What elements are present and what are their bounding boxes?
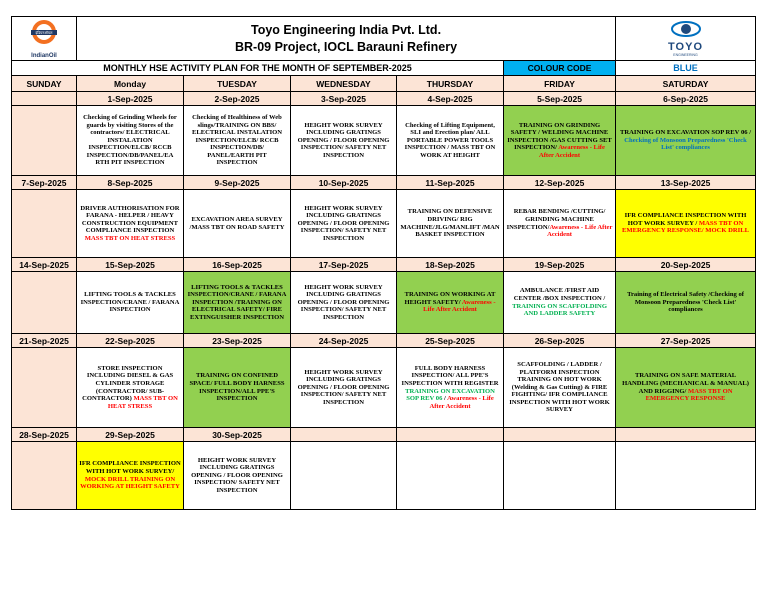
date-cell: 19-Sep-2025 [504,258,616,272]
indianoil-emblem-icon [27,19,61,53]
activity-text: Awareness - Life After Accident [547,223,613,239]
activity-text: IFR COMPLIANCE INSPECTION WITH HOT WORK SURVEY/ [79,460,181,475]
activity-text: HEIGHT WORK SURVEY INCLUDING GRATINGS OPENING / FLOOR OPENING INSPECTION/ SAFETY NET INSPECTION [297,368,390,406]
activity-text: Checking of Lifting Equipment, SLI and Erection plan/ ALL PORTABLE POWER TOOLS INSPECTION / MASS TBT ON WORK AT HEIGHT [404,121,496,159]
activity-text: MASS TBT ON HEAT STRESS [84,234,176,242]
weekday-header: SUNDAY [12,76,77,92]
date-cell: 29-Sep-2025 [77,428,184,442]
weekday-header-row [12,76,756,92]
activity-text: LIFTING TOOLS & TACKLES INSPECTION/CRANE / FARANA INSPECTION /TRAINING ON ELECTRICAL SAFETY/ FIRE EXTINGUISHER INSPECTION [187,283,287,321]
activity-cell [184,348,291,428]
toyo-logo-text: TOYO [668,41,704,53]
activity-cell [77,442,184,510]
date-cell: 26-Sep-2025 [504,334,616,348]
activity-cell [184,190,291,258]
activity-text: HEIGHT WORK SURVEY INCLUDING GRATINGS OPENING / FLOOR OPENING INSPECTION/ SAFETY NET INSPECTION [297,204,390,242]
weekday-header: Monday [77,76,184,92]
activity-text: MASS TBT ON EMERGENCY RESPONSE/ MOCK DRILL [621,219,750,235]
date-cell [291,428,397,442]
date-cell [504,428,616,442]
activity-text: Checking of Healthiness of Web slings/TRAINING ON BBS/ ELECTRICAL INSTALATION INSPECTION/ELCB/ RCCB INSPECTION/DB/ PANEL/EARTH PIT INSPECTION [191,113,283,167]
activity-row [12,348,756,428]
colour-code-label: COLOUR CODE [504,61,616,76]
date-cell: 8-Sep-2025 [77,176,184,190]
activity-cell [616,272,756,334]
activity-text: MASS TBT ON EMERGENCY RESPONSE [645,387,733,403]
activity-cell [504,348,616,428]
weekday-header: TUESDAY [184,76,291,92]
activity-cell [504,106,616,176]
activity-cell [397,190,504,258]
date-cell: 27-Sep-2025 [616,334,756,348]
date-cell: 28-Sep-2025 [12,428,77,442]
date-row [12,428,756,442]
activity-cell [291,106,397,176]
date-cell: 24-Sep-2025 [291,334,397,348]
date-cell: 15-Sep-2025 [77,258,184,272]
activity-text: TRAINING ON GRINDING SAFETY / WELDING MACHINE INSPECTION /GAS CUTTING SET INSPECTION/ [507,121,612,152]
date-row [12,92,756,106]
date-cell: 9-Sep-2025 [184,176,291,190]
date-cell: 5-Sep-2025 [504,92,616,106]
activity-cell [12,348,77,428]
date-cell: 23-Sep-2025 [184,334,291,348]
date-cell [616,428,756,442]
date-cell: 30-Sep-2025 [184,428,291,442]
activity-cell [504,272,616,334]
activity-text: HEIGHT WORK SURVEY INCLUDING GRATINGS OPENING / FLOOR OPENING INSPECTION/ SAFETY NET INSPECTION [297,121,390,159]
activity-cell [291,190,397,258]
activity-text: REBAR BENDING /CUTTING/ GRINDING MACHINE INSPECTION/ [506,208,606,231]
activity-cell [77,106,184,176]
activity-text: EXCAVATION AREA SURVEY /MASS TBT ON ROAD SAFETY [189,215,285,231]
activity-cell [397,106,504,176]
activity-cell [291,442,397,510]
activity-text: TRAINING ON CONFINED SPACE/ FULL BODY HARNESS INSPECTION/ALL PPE'S INSPECTION [189,372,285,403]
activity-cell [12,106,77,176]
date-row [12,258,756,272]
date-cell: 10-Sep-2025 [291,176,397,190]
activity-text: TRAINING ON DEFENSIVE DRIVING/ RIG MACHINE/JLG/MANLIFT /MAN BASKET INSPECTION [400,208,500,239]
activity-text: DRIVER AUTHORISATION FOR FARANA - HELPER / HEAVY CONSTRUCTION EQUIPMENT COMPLIANCE INSPECTION [80,204,180,235]
activity-text: HEIGHT WORK SURVEY INCLUDING GRATINGS OPENING / FLOOR OPENING INSPECTION/ SAFETY NET INSPECTION [297,283,390,321]
activity-text: TRAINING ON EXCAVATION SOP REV 06 / [620,129,752,137]
date-cell [12,92,77,106]
date-row [12,176,756,190]
activity-text: Checking of Monsoon Preparedness 'Check List' compliances [624,136,747,152]
plan-title: MONTHLY HSE ACTIVITY PLAN FOR THE MONTH OF SEPTEMBER-2025 [12,61,504,76]
activity-text: TRAINING ON SCAFFOLDING AND LADDER SAFETY [512,302,607,318]
date-cell: 11-Sep-2025 [397,176,504,190]
activity-cell [184,442,291,510]
date-cell: 1-Sep-2025 [77,92,184,106]
activity-text: Awareness - Life After Accident [538,144,605,159]
colour-code-value: BLUE [616,61,756,76]
project-name: BR-09 Project, IOCL Barauni Refinery [234,39,458,54]
weekday-header: SATURDAY [616,76,756,92]
activity-cell [504,442,616,510]
date-cell: 13-Sep-2025 [616,176,756,190]
activity-text: LIFTING TOOLS & TACKLES INSPECTION/CRANE / FARANA INSPECTION [80,291,180,314]
activity-cell [77,190,184,258]
activity-cell [77,272,184,334]
activity-cell [616,442,756,510]
company-name: Toyo Engineering India Pvt. Ltd. [250,22,442,37]
hse-plan-sheet [11,16,755,510]
activity-text: TRAINING ON WORKING AT HEIGHT SAFETY/ [404,291,496,306]
activity-text: SCAFFOLDING / LADDER / PLATFORM INSPECTION TRAINING ON HOT WORK (Welding & Gas Cutting) & FIRE FIGHTING/ IFR COMPLIANCE INSPECTION WITH HOT WORK SURVEY [509,360,610,414]
activity-cell [616,348,756,428]
date-cell: 22-Sep-2025 [77,334,184,348]
toyo-logo [616,17,756,61]
toyo-swoosh-icon [669,19,703,37]
activity-text: AMBULANCE /FIRST AID CENTER /BOX INSPECTION / [513,287,606,302]
activity-text: / [442,395,448,403]
activity-text: Training of Electrical Safety /Checking of Monsoon Preparedness 'Check List' compliances [627,291,744,314]
activity-row [12,106,756,176]
date-cell: 17-Sep-2025 [291,258,397,272]
activity-cell [616,190,756,258]
date-cell: 18-Sep-2025 [397,258,504,272]
activity-text: MOCK DRILL TRAINING ON WORKING AT HEIGHT SAFETY [80,475,180,491]
activity-cell [616,106,756,176]
activity-row [12,442,756,510]
activity-text: TRAINING ON SAFE MATERIAL HANDLING (MECHANICAL & MANUAL) AND RIGGING/ [622,372,749,395]
indianoil-logo [12,17,77,61]
date-cell: 20-Sep-2025 [616,258,756,272]
activity-text: STORE INSPECTION INCLUDING DIESEL & GAS CYLINDER STORAGE (CONTRACTOR/ SUB-CONTRACTOR) [82,364,174,403]
weekday-header: THURSDAY [397,76,504,92]
activity-cell [77,348,184,428]
activity-cell [12,442,77,510]
date-cell: 7-Sep-2025 [12,176,77,190]
date-cell: 14-Sep-2025 [12,258,77,272]
activity-text: MASS TBT ON HEAT STRESS [107,395,178,410]
activity-cell [184,106,291,176]
title-block [77,17,616,61]
toyo-logo-subtext: ENGINEERING [673,53,698,57]
activity-text: FULL BODY HARNESS INSPECTION/ ALL PPE'S INSPECTION WITH REGISTER [401,364,499,387]
date-cell: 21-Sep-2025 [12,334,77,348]
activity-text: Awareness - Life After Accident [429,395,494,410]
activity-cell [291,272,397,334]
activity-text: Awareness - Life After Accident [423,298,496,314]
svg-text:इंडियनऑयल: इंडियनऑयल [35,31,53,35]
activity-cell [12,190,77,258]
activity-cell [504,190,616,258]
activity-row [12,272,756,334]
date-cell: 6-Sep-2025 [616,92,756,106]
activity-text: TRAINING ON EXCAVATION SOP REV 06 [405,387,495,403]
activity-cell [12,272,77,334]
activity-row [12,190,756,258]
activity-text: Checking of Grinding Wheels for guards by visiting Stores of the contractors/ ELECTRICAL INSTALATION INSPECTION/ELCB/ RCCB INSPECTION/DB/PANEL/EA RTH PIT INSPECTION [83,113,177,167]
activity-cell [397,348,504,428]
date-cell: 12-Sep-2025 [504,176,616,190]
date-cell [397,428,504,442]
date-cell: 4-Sep-2025 [397,92,504,106]
activity-cell [397,272,504,334]
weekday-header: FRIDAY [504,76,616,92]
date-cell: 16-Sep-2025 [184,258,291,272]
activity-cell [397,442,504,510]
date-cell: 2-Sep-2025 [184,92,291,106]
activity-text: IFR COMPLIANCE INSPECTION WITH HOT WORK SURVEY / [624,212,747,227]
date-row [12,334,756,348]
activity-text: HEIGHT WORK SURVEY INCLUDING GRATINGS OPENING / FLOOR OPENING INSPECTION/ SAFETY NET INSPECTION [191,456,283,494]
date-cell: 25-Sep-2025 [397,334,504,348]
weekday-header: WEDNESDAY [291,76,397,92]
indianoil-logo-text: IndianOil [31,53,57,59]
activity-cell [184,272,291,334]
date-cell: 3-Sep-2025 [291,92,397,106]
activity-cell [291,348,397,428]
hse-plan-table [11,16,756,510]
